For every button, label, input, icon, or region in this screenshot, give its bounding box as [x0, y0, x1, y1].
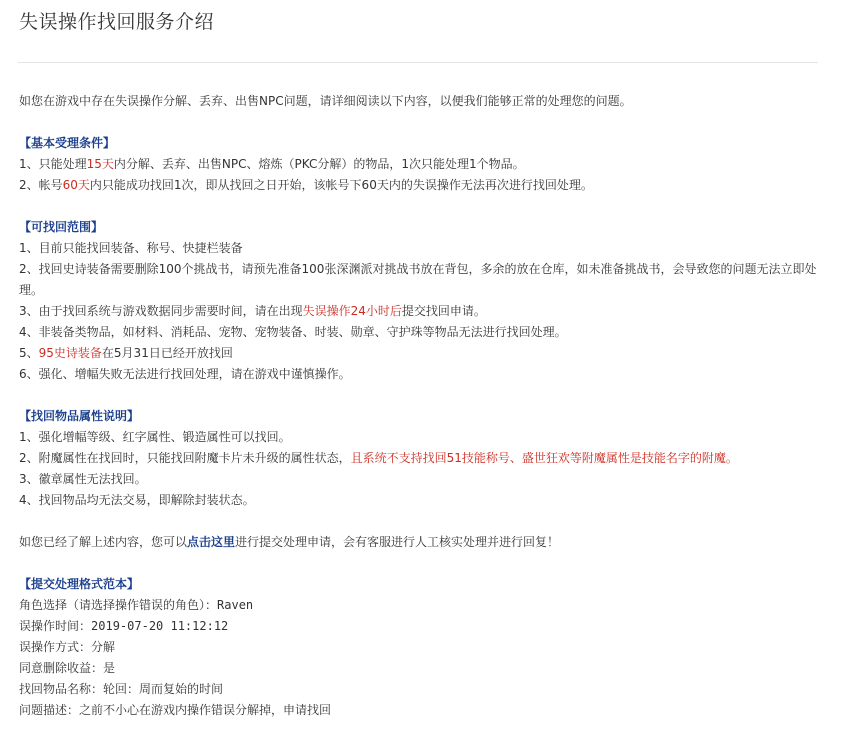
template-role — [19, 595, 819, 616]
intro-text: 如您在游戏中存在失误操作分解、丢弃、出售NPC问题，请详细阅读以下内容，以便我们能够正常的处理您的问题。 — [19, 94, 632, 108]
section-title-attributes: 【找回物品属性说明】 — [19, 409, 140, 423]
scope-item-5-suffix: 在5月31日已经开放找回 — [101, 346, 233, 360]
attributes-item-1: 1、强化增幅等级、红字属性、锻造属性可以找回。 — [19, 430, 291, 444]
submit-suffix: 进行提交处理申请，会有客服进行人工核实处理并进行回复！ — [235, 535, 560, 549]
template-role-label: 角色选择（请选择操作错误的角色）： — [19, 598, 218, 612]
submit-text — [19, 532, 819, 553]
attributes-item-3: 3、徽章属性无法找回。 — [19, 472, 147, 486]
scope-item-3-suffix: 提交找回申请。 — [401, 304, 486, 318]
page-title: 失误操作找回服务介绍 — [19, 11, 215, 33]
conditions-item-1-suffix: 内分解、丢弃、出售NPC、熔炼（PKC分解）的物品，1次只能处理1个物品。 — [113, 157, 525, 171]
scope-item-5-highlight: 95史诗装备 — [38, 346, 102, 360]
title-divider — [18, 62, 818, 63]
template-time — [19, 616, 819, 637]
template-role-value: Raven — [217, 598, 254, 612]
submit-link[interactable]: 点击这里 — [187, 535, 236, 549]
scope-item-3 — [19, 301, 819, 322]
template-description: 问题描述：之前不小心在游戏内操作错误分解掉，申请找回 — [19, 703, 332, 717]
template-agree: 同意删除收益：是 — [19, 661, 116, 675]
scope-item-5 — [19, 343, 819, 364]
conditions-item-1-prefix: 1、只能处理 — [19, 157, 87, 171]
conditions-item-2-suffix: 内只能成功找回1次，即从找回之日开始，该帐号下60天内的失误操作无法再次进行找回处理。 — [89, 178, 593, 192]
scope-item-6: 6、强化、增幅失败无法进行找回处理，请在游戏中谨慎操作。 — [19, 367, 351, 381]
conditions-item-2-highlight: 60天 — [62, 178, 90, 192]
template-item-name: 找回物品名称：轮回：周而复始的时间 — [19, 682, 224, 696]
scope-item-2: 2、找回史诗装备需要删除100个挑战书，请预先准备100张深渊派对挑战书放在背包，多余的放在仓库，如未准备挑战书，会导致您的问题无法立即处理。 — [19, 262, 817, 297]
section-title-conditions: 【基本受理条件】 — [19, 136, 116, 150]
submit-prefix: 如您已经了解上述内容，您可以 — [19, 535, 188, 549]
attributes-item-2 — [19, 448, 819, 469]
conditions-item-2-prefix: 2、帐号 — [19, 178, 63, 192]
conditions-item-1-highlight: 15天 — [86, 157, 114, 171]
conditions-item-2 — [19, 175, 819, 196]
attributes-item-2-highlight: 且系统不支持找回51技能称号、盛世狂欢等附魔属性是技能名字的附魔。 — [350, 451, 738, 465]
scope-item-5-prefix: 5、 — [19, 346, 39, 360]
template-time-value: 2019-07-20 11:12:12 — [91, 619, 229, 633]
scope-item-4: 4、非装备类物品，如材料、消耗品、宠物、宠物装备、时装、勋章、守护珠等物品无法进行找回处理。 — [19, 325, 567, 339]
template-method: 误操作方式：分解 — [19, 640, 116, 654]
article-body — [19, 91, 819, 721]
scope-item-1: 1、目前只能找回装备、称号、快捷栏装备 — [19, 241, 243, 255]
template-time-label: 误操作时间： — [19, 619, 92, 633]
section-title-template: 【提交处理格式范本】 — [19, 577, 140, 591]
scope-item-3-prefix: 3、由于找回系统与游戏数据同步需要时间，请在出现 — [19, 304, 303, 318]
attributes-item-4: 4、找回物品均无法交易，即解除封装状态。 — [19, 493, 255, 507]
section-title-scope: 【可找回范围】 — [19, 220, 104, 234]
conditions-item-1 — [19, 154, 819, 175]
scope-item-3-highlight: 失误操作24小时后 — [302, 304, 402, 318]
attributes-item-2-prefix: 2、附魔属性在找回时，只能找回附魔卡片未升级的属性状态， — [19, 451, 351, 465]
